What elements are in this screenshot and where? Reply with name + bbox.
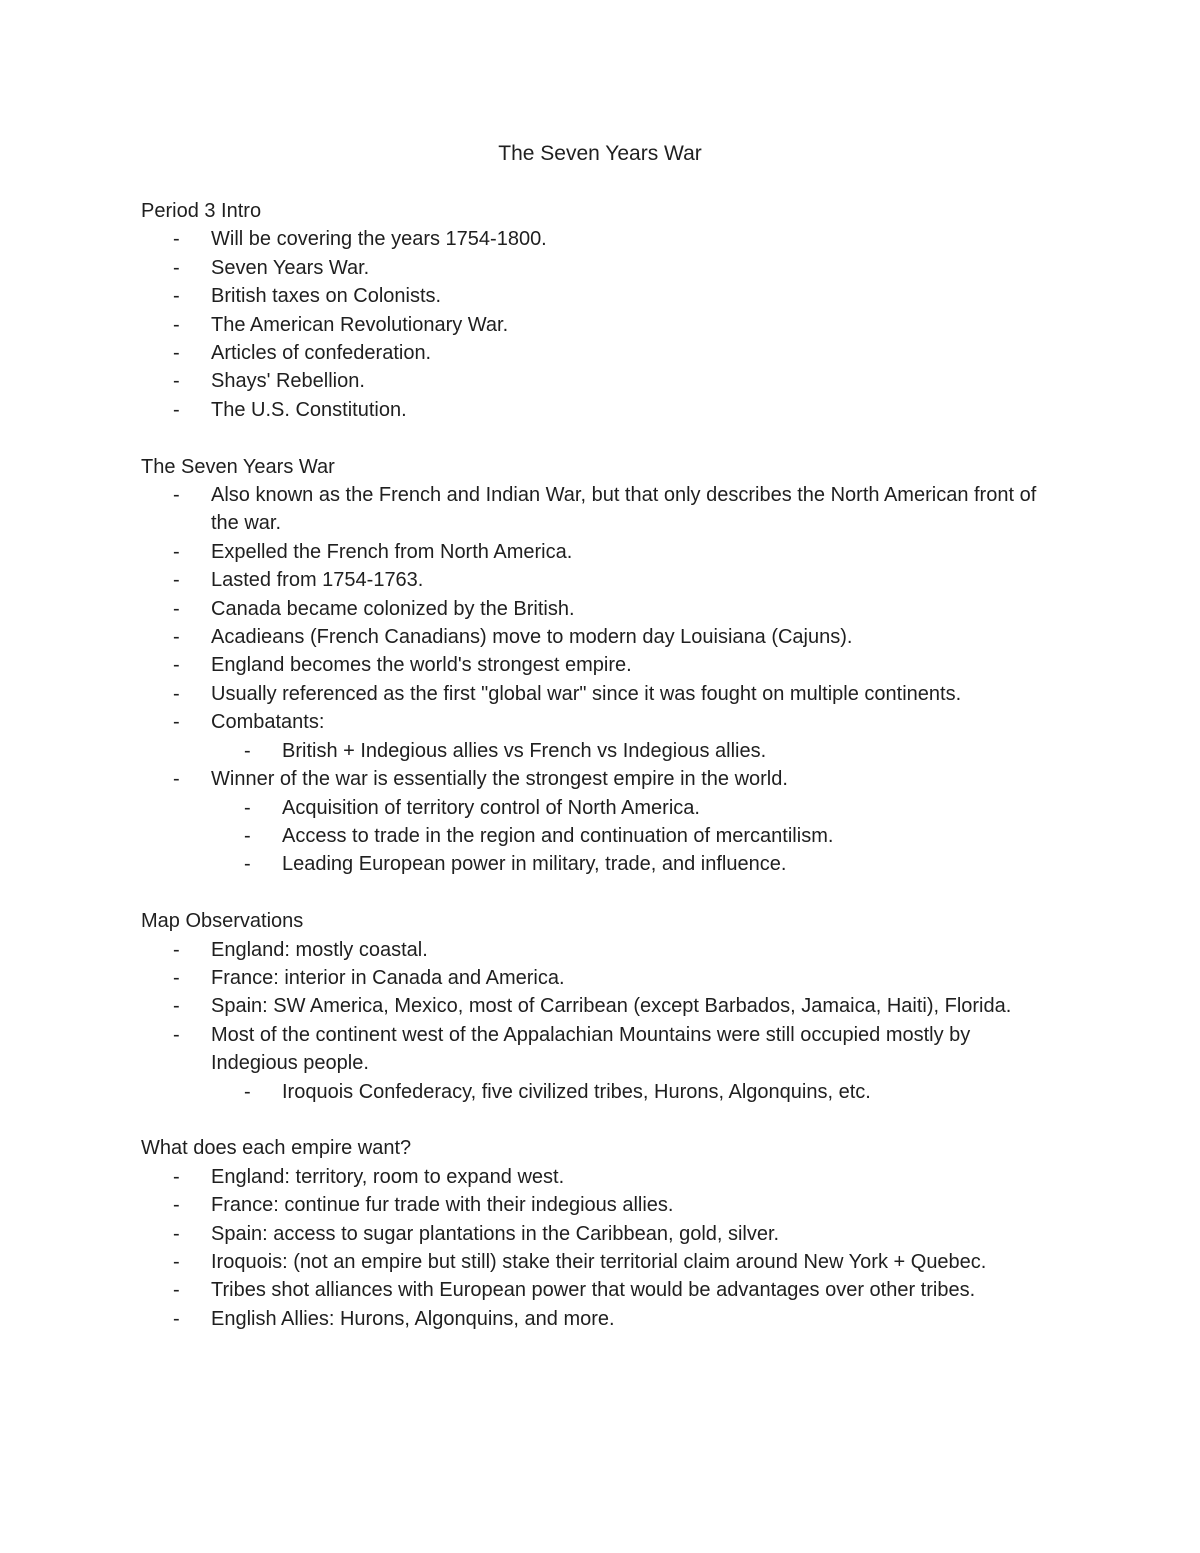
bullet-text: Most of the continent west of the Appalachian Mountains were still occupied mostly by Indegious people.: [211, 1023, 971, 1075]
bullet-text: Seven Years War.: [211, 256, 370, 279]
bullet-text: Tribes shot alliances with European power that would be advantages over other tribes.: [211, 1279, 976, 1302]
bullet-dash: -: [173, 228, 180, 251]
bullet-dash: -: [173, 540, 180, 563]
sub-bullet-list: [141, 737, 1061, 765]
bullet-dash: -: [173, 484, 180, 507]
bullet-item: [141, 1248, 1061, 1276]
bullet-dash: -: [173, 256, 180, 279]
bullet-item: [141, 339, 1061, 367]
bullet-dash: -: [173, 370, 180, 393]
bullet-dash: -: [173, 1023, 180, 1046]
bullet-item: [141, 623, 1061, 651]
sub-list-wrapper: [141, 1078, 1061, 1106]
bullet-item: [141, 1220, 1061, 1248]
sub-bullet-item: [141, 794, 1061, 822]
bullet-text: English Allies: Hurons, Algonquins, and more.: [211, 1307, 615, 1330]
bullet-dash: -: [173, 342, 180, 365]
bullet-item: [141, 1276, 1061, 1304]
bullet-text: Expelled the French from North America.: [211, 540, 573, 563]
bullet-item: [141, 566, 1061, 594]
bullet-item: [141, 1191, 1061, 1219]
bullet-text: France: continue fur trade with their indegious allies.: [211, 1194, 674, 1217]
bullet-dash: -: [173, 1194, 180, 1217]
section: [141, 907, 1061, 1106]
sub-bullet-item: [141, 822, 1061, 850]
sub-bullet-text: Access to trade in the region and continuation of mercantilism.: [282, 824, 834, 847]
bullet-dash: -: [244, 824, 251, 847]
bullet-text: Canada became colonized by the British.: [211, 597, 575, 620]
bullet-item: [141, 595, 1061, 623]
bullet-item: [141, 481, 1061, 538]
bullet-dash: -: [173, 597, 180, 620]
bullet-text: Winner of the war is essentially the strongest empire in the world.: [211, 768, 788, 791]
bullet-list: [141, 225, 1061, 424]
bullet-text: England becomes the world's strongest empire.: [211, 654, 632, 677]
section-heading: What does each empire want?: [141, 1137, 412, 1160]
bullet-item: [141, 1305, 1061, 1333]
bullet-text: Combatants:: [211, 711, 325, 734]
bullet-dash: -: [173, 1307, 180, 1330]
document-title: The Seven Years War: [498, 142, 702, 165]
sub-bullet-item: [141, 850, 1061, 878]
sub-bullet-text: Leading European power in military, trade, and influence.: [282, 853, 787, 876]
sub-bullet-item: [141, 1078, 1061, 1106]
bullet-dash: -: [173, 1165, 180, 1188]
bullet-dash: -: [173, 1222, 180, 1245]
section: [141, 453, 1061, 879]
bullet-item: [141, 651, 1061, 679]
bullet-item: [141, 964, 1061, 992]
bullet-item: [141, 992, 1061, 1020]
bullet-item: [141, 225, 1061, 253]
bullet-text: British taxes on Colonists.: [211, 285, 442, 308]
bullet-item: [141, 396, 1061, 424]
bullet-dash: -: [173, 1250, 180, 1273]
bullet-list: [141, 481, 1061, 879]
sub-bullet-list: [141, 1078, 1061, 1106]
bullet-text: Also known as the French and Indian War, but that only describes the North American front of the war.: [211, 484, 1037, 535]
bullet-item: [141, 311, 1061, 339]
bullet-dash: -: [173, 682, 180, 705]
bullet-item: [141, 367, 1061, 395]
bullet-text: Lasted from 1754-1763.: [211, 569, 424, 592]
bullet-item: [141, 538, 1061, 566]
bullet-text: England: mostly coastal.: [211, 938, 428, 961]
document-body: [141, 197, 1061, 1362]
bullet-text: Articles of confederation.: [211, 342, 432, 365]
bullet-text: Usually referenced as the first "global war" since it was fought on multiple continents.: [211, 682, 962, 705]
bullet-text: Will be covering the years 1754-1800.: [211, 228, 547, 251]
bullet-item: [141, 282, 1061, 310]
bullet-text: France: interior in Canada and America.: [211, 966, 565, 989]
bullet-item: [141, 680, 1061, 708]
bullet-item: [141, 936, 1061, 964]
bullet-dash: -: [173, 285, 180, 308]
bullet-text: Acadieans (French Canadians) move to modern day Louisiana (Cajuns).: [211, 626, 853, 649]
bullet-text: The U.S. Constitution.: [211, 398, 407, 421]
sub-bullet-list: [141, 794, 1061, 879]
bullet-text: The American Revolutionary War.: [211, 313, 509, 336]
bullet-text: Spain: SW America, Mexico, most of Carribean (except Barbados, Jamaica, Haiti), Florida.: [211, 995, 1012, 1018]
bullet-text: Iroquois: (not an empire but still) stake their territorial claim around New York + Quebec.: [211, 1250, 987, 1273]
sub-list-wrapper: [141, 737, 1061, 765]
section: [141, 197, 1061, 424]
sub-bullet-item: [141, 737, 1061, 765]
bullet-dash: -: [244, 853, 251, 876]
bullet-dash: -: [173, 938, 180, 961]
sub-bullet-text: British + Indegious allies vs French vs Indegious allies.: [282, 739, 767, 762]
bullet-dash: -: [173, 313, 180, 336]
sub-bullet-text: Acquisition of territory control of North America.: [282, 796, 700, 819]
bullet-dash: -: [173, 1279, 180, 1302]
bullet-dash: -: [244, 739, 251, 762]
bullet-item: [141, 765, 1061, 793]
bullet-list: [141, 1163, 1061, 1333]
bullet-dash: -: [173, 711, 180, 734]
section: [141, 1134, 1061, 1333]
bullet-item: [141, 254, 1061, 282]
bullet-dash: -: [173, 398, 180, 421]
bullet-list: [141, 936, 1061, 1106]
sub-list-wrapper: [141, 794, 1061, 879]
bullet-text: England: territory, room to expand west.: [211, 1165, 565, 1188]
bullet-text: Spain: access to sugar plantations in the Caribbean, gold, silver.: [211, 1222, 780, 1245]
bullet-dash: -: [173, 626, 180, 649]
bullet-dash: -: [173, 966, 180, 989]
bullet-dash: -: [173, 654, 180, 677]
bullet-text: Shays' Rebellion.: [211, 370, 365, 393]
section-heading: Period 3 Intro: [141, 200, 262, 222]
bullet-dash: -: [173, 995, 180, 1018]
bullet-item: [141, 1021, 1061, 1078]
sub-bullet-text: Iroquois Confederacy, five civilized tribes, Hurons, Algonquins, etc.: [282, 1080, 871, 1103]
bullet-dash: -: [244, 1080, 251, 1103]
bullet-item: [141, 708, 1061, 736]
bullet-dash: -: [173, 569, 180, 592]
bullet-dash: -: [244, 796, 251, 819]
bullet-item: [141, 1163, 1061, 1191]
section-heading: Map Observations: [141, 910, 304, 933]
bullet-dash: -: [173, 768, 180, 791]
section-heading: The Seven Years War: [141, 455, 335, 478]
